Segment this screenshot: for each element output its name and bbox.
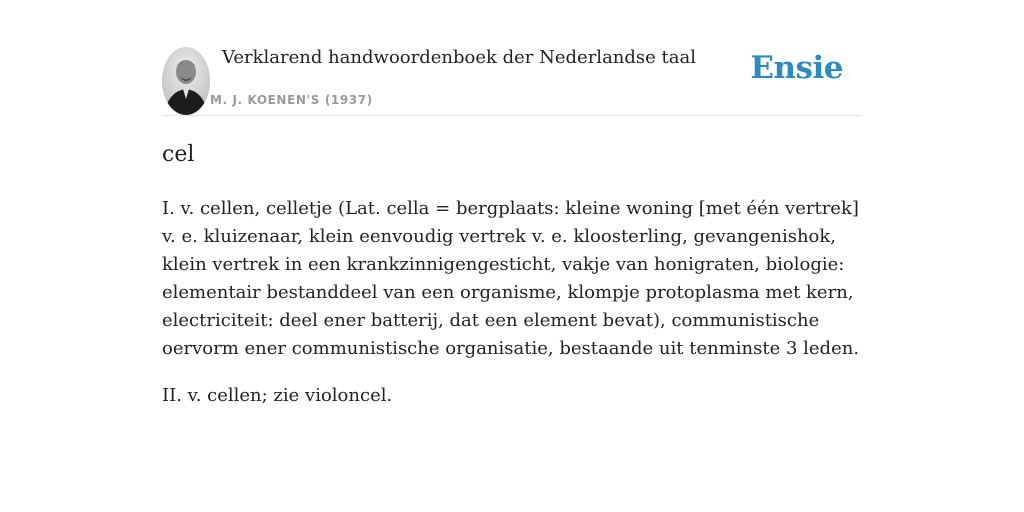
entry-headword: cel <box>162 142 195 167</box>
definition-2: II. v. cellen; zie violoncel. <box>162 385 393 406</box>
header <box>162 0 862 116</box>
brand-logo[interactable]: Ensie <box>750 50 843 86</box>
author-portrait-icon <box>162 47 210 115</box>
definition-1: I. v. cellen, celletje (Lat. cella = bergplaats: kleine woning [met één vertrek] v. e. kluizenaar, klein eenvoudig vertrek v. e. kloosterling, gevangenishok, klein vertrek in een krankzinnigengesticht, vakje van honigraten, biologie: elementair bestanddeel van een organisme, klompje protoplasma met kern, electriciteit: deel ener batterij, dat een element bevat), communistische oervorm ener communistische organisatie, bestaande uit tenminste 3 leden. <box>162 198 860 359</box>
book-title[interactable]: Verklarend handwoordenboek der Nederlandse taal <box>222 47 696 68</box>
book-subtitle: M. J. KOENEN'S (1937) <box>210 93 373 107</box>
page-container <box>162 0 862 410</box>
